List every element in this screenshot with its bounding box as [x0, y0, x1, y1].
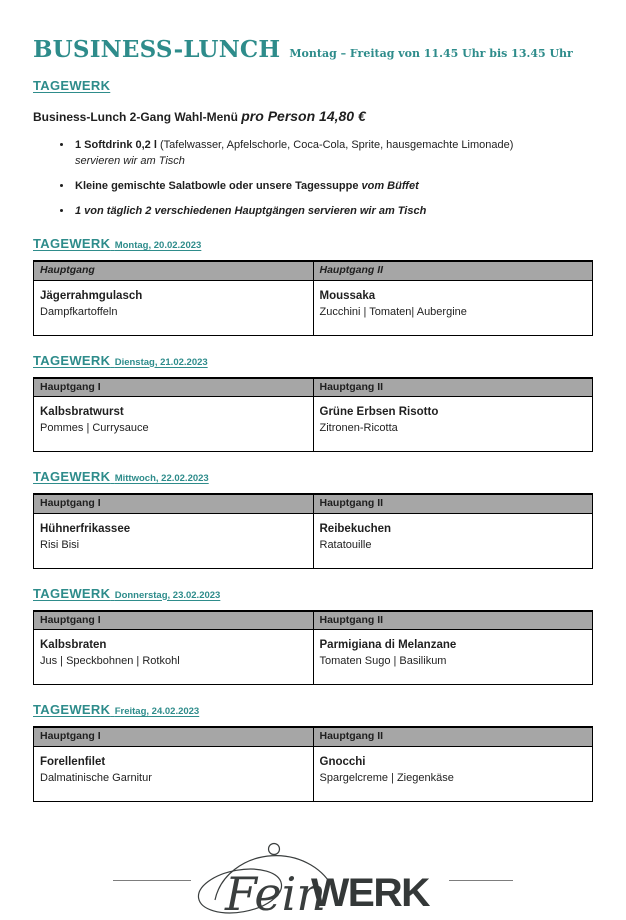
dish-sides: Zitronen-Ricotta	[320, 420, 588, 436]
dish-sides: Risi Bisi	[40, 537, 308, 553]
table-header-cell: Hauptgang	[34, 261, 314, 280]
day-section-dienstag	[33, 352, 593, 453]
dish-cell	[34, 746, 314, 801]
dish-cell	[313, 746, 593, 801]
page-title: BUSINESS-LUNCH	[33, 36, 280, 63]
dish-cell	[313, 280, 593, 335]
dish-cell	[313, 630, 593, 685]
bullet-lead: 1 von täglich 2 verschiedenen Hauptgängen servieren wir am Tisch	[75, 205, 426, 217]
dish-sides: Zucchini | Tomaten| Aubergine	[320, 304, 588, 320]
logo-block-text: WERK	[311, 871, 431, 915]
menu-table	[33, 377, 593, 453]
table-header-cell: Hauptgang I	[34, 611, 314, 630]
table-header-cell: Hauptgang II	[313, 727, 593, 746]
table-header-cell: Hauptgang I	[34, 494, 314, 513]
day-heading	[33, 235, 593, 253]
dish-sides: Pommes | Currysauce	[40, 420, 308, 436]
bullet-lead: 1 Softdrink 0,2 l	[75, 139, 157, 151]
menu-table	[33, 493, 593, 569]
menu-table	[33, 260, 593, 336]
day-heading	[33, 352, 593, 370]
dish-name: Jägerrahmgulasch	[40, 288, 308, 304]
dish-sides: Ratatouille	[320, 537, 588, 553]
dish-name: Kalbsbratwurst	[40, 404, 308, 420]
day-heading-date: Freitag, 24.02.2023	[115, 706, 200, 717]
cloche-knob-icon	[269, 843, 280, 854]
opening-hours: Montag – Freitag von 11.45 Uhr bis 13.45 Uhr	[289, 47, 573, 60]
day-section-montag	[33, 235, 593, 336]
table-header-cell: Hauptgang II	[313, 378, 593, 397]
day-heading-date: Dienstag, 21.02.2023	[115, 357, 208, 368]
tagewerk-heading: TAGEWERK	[33, 78, 110, 93]
list-item	[73, 137, 593, 169]
list-item	[73, 203, 593, 219]
dish-sides: Dampfkartoffeln	[40, 304, 308, 320]
dish-cell	[34, 513, 314, 568]
bullet-lead: Kleine gemischte Salatbowle oder unsere Tagessuppe	[75, 180, 358, 192]
dish-name: Reibekuchen	[320, 521, 588, 537]
day-section-donnerstag	[33, 585, 593, 686]
day-heading	[33, 585, 593, 603]
day-section-mittwoch	[33, 468, 593, 569]
menu-name: Business-Lunch 2-Gang Wahl-Menü	[33, 110, 238, 124]
divider-line	[449, 880, 513, 881]
bullet-note: servieren wir am Tisch	[75, 153, 593, 169]
bullet-suffix: vom Büffet	[358, 180, 418, 192]
dish-name: Hühnerfrikassee	[40, 521, 308, 537]
table-header-cell: Hauptgang II	[313, 611, 593, 630]
day-heading-label: TAGEWERK	[33, 702, 110, 717]
day-heading-label: TAGEWERK	[33, 353, 110, 368]
day-heading-label: TAGEWERK	[33, 586, 110, 601]
day-heading-label: TAGEWERK	[33, 469, 110, 484]
dish-cell	[34, 280, 314, 335]
menu-price: pro Person 14,80 €	[241, 108, 366, 124]
dish-cell	[34, 630, 314, 685]
menu-table	[33, 610, 593, 686]
dish-name: Grüne Erbsen Risotto	[320, 404, 588, 420]
dish-sides: Tomaten Sugo | Basilikum	[320, 653, 588, 669]
day-heading-label: TAGEWERK	[33, 236, 110, 251]
dish-sides: Jus | Speckbohnen | Rotkohl	[40, 653, 308, 669]
dish-name: Parmigiana di Melanzane	[320, 637, 588, 653]
document-header	[33, 36, 593, 63]
list-item	[73, 178, 593, 194]
menu-price-line	[33, 108, 593, 124]
dish-name: Moussaka	[320, 288, 588, 304]
feinwerk-logo	[195, 842, 445, 920]
dish-name: Gnocchi	[320, 754, 588, 770]
menu-table	[33, 726, 593, 802]
table-header-cell: Hauptgang I	[34, 378, 314, 397]
logo-script-text: Fein	[224, 867, 326, 920]
day-section-freitag	[33, 701, 593, 802]
day-heading	[33, 701, 593, 719]
bullet-rest: (Tafelwasser, Apfelschorle, Coca-Cola, Sprite, hausgemachte Limonade)	[157, 139, 513, 151]
table-header-cell: Hauptgang II	[313, 494, 593, 513]
table-header-cell: Hauptgang II	[313, 261, 593, 280]
dish-name: Forellenfilet	[40, 754, 308, 770]
table-header-cell: Hauptgang I	[34, 727, 314, 746]
day-heading-date: Montag, 20.02.2023	[115, 240, 202, 251]
divider-line	[113, 880, 191, 881]
dish-sides: Spargelcreme | Ziegenkäse	[320, 770, 588, 786]
included-items-list	[73, 137, 593, 219]
dish-cell	[313, 513, 593, 568]
day-heading-date: Donnerstag, 23.02.2023	[115, 590, 221, 601]
dish-cell	[313, 397, 593, 452]
logo-footer	[33, 842, 593, 920]
day-heading-date: Mittwoch, 22.02.2023	[115, 473, 209, 484]
dish-sides: Dalmatinische Garnitur	[40, 770, 308, 786]
dish-name: Kalbsbraten	[40, 637, 308, 653]
day-heading	[33, 468, 593, 486]
dish-cell	[34, 397, 314, 452]
